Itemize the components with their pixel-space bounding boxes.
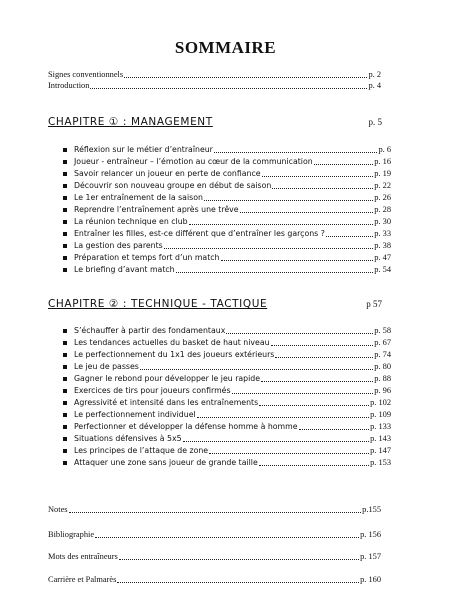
toc-entry-label: Savoir relancer un joueur en perte de confiance xyxy=(74,169,261,178)
toc-entry-page: p. 19 xyxy=(374,169,391,178)
toc-entry-page: p. 133 xyxy=(370,422,391,431)
toc-entry-label: S’échauffer à partir des fondamentaux xyxy=(74,326,226,335)
toc-subentry[interactable] xyxy=(74,181,391,191)
leader-dots xyxy=(95,536,359,538)
toc-entry-page: p. 26 xyxy=(374,193,391,202)
toc-subentry[interactable] xyxy=(74,265,391,275)
leader-dots xyxy=(204,199,373,201)
leader-dots xyxy=(119,558,359,560)
bullet-icon xyxy=(63,232,67,236)
toc-entry-page: p. 47 xyxy=(374,253,391,262)
toc-entry-label: Joueur - entraîneur – l’émotion au cœur de la communication xyxy=(74,157,313,166)
leader-dots xyxy=(221,259,374,261)
toc-subentry[interactable] xyxy=(74,458,391,468)
toc-entry-page: p. 38 xyxy=(374,241,391,250)
leader-dots xyxy=(299,428,370,430)
toc-subentry[interactable] xyxy=(74,217,391,227)
bullet-icon xyxy=(63,365,67,369)
bullet-icon xyxy=(63,401,67,405)
bullet-icon xyxy=(63,160,67,164)
toc-entry-page: p. 96 xyxy=(374,386,391,395)
toc-entry-label: Le perfectionnement individuel xyxy=(74,410,196,419)
leader-dots xyxy=(90,87,367,89)
leader-dots xyxy=(183,440,369,442)
toc-entry-page: p. 143 xyxy=(370,434,391,443)
bullet-icon xyxy=(63,184,67,188)
leader-dots xyxy=(197,416,369,418)
toc-entry-label: Exercices de tirs pour joueurs confirmés xyxy=(74,386,231,395)
leader-dots xyxy=(262,175,374,177)
leader-dots xyxy=(226,332,373,334)
toc-subentry[interactable] xyxy=(74,410,391,420)
leader-dots xyxy=(232,392,374,394)
toc-entry-label: Les principes de l’attaque de zone xyxy=(74,446,209,455)
toc-subentry[interactable] xyxy=(74,229,391,239)
chapter-title: CHAPITRE ② : TECHNIQUE - TACTIQUE xyxy=(48,298,268,310)
leader-dots xyxy=(140,368,373,370)
toc-entry-page: p.155 xyxy=(362,505,381,514)
toc-subentry[interactable] xyxy=(74,193,391,203)
toc-entry-label: Préparation et temps fort d’un match xyxy=(74,253,220,262)
toc-entry-page: p. 30 xyxy=(374,217,391,226)
toc-entry-label: Carrière et Palmarès xyxy=(48,575,117,584)
toc-subentry[interactable] xyxy=(74,145,391,155)
toc-subentry[interactable] xyxy=(74,422,391,432)
toc-subentry[interactable] xyxy=(74,241,391,251)
chapter-page: p 57 xyxy=(366,299,382,309)
toc-entry-label: Mots des entraîneurs xyxy=(48,552,118,561)
leader-dots xyxy=(124,76,367,78)
toc-entry-label: Le 1er entraînement de la saison xyxy=(74,193,203,202)
bullet-icon xyxy=(63,341,67,345)
toc-entry-page: p. 80 xyxy=(374,362,391,371)
toc-entry-page: p. 33 xyxy=(374,229,391,238)
bullet-icon xyxy=(63,425,67,429)
bullet-icon xyxy=(63,148,67,152)
bullet-icon xyxy=(63,449,67,453)
toc-subentry[interactable] xyxy=(74,362,391,372)
chapter-1-heading[interactable] xyxy=(48,116,382,128)
leader-dots xyxy=(189,223,374,225)
toc-subentry[interactable] xyxy=(74,350,391,360)
leader-dots xyxy=(259,404,369,406)
toc-entry-signes[interactable] xyxy=(48,70,381,80)
bullet-icon xyxy=(63,172,67,176)
bullet-icon xyxy=(63,208,67,212)
page-title: SOMMAIRE xyxy=(174,38,277,57)
toc-entry-label: Situations défensives à 5x5 xyxy=(74,434,182,443)
chapter-page: p. 5 xyxy=(368,117,382,127)
toc-entry-page: p. 88 xyxy=(374,374,391,383)
leader-dots xyxy=(272,187,373,189)
toc-entry-page: p. 16 xyxy=(374,157,391,166)
bullet-icon xyxy=(63,461,67,465)
bullet-icon xyxy=(63,329,67,333)
toc-entry-carriere[interactable] xyxy=(48,575,381,585)
toc-entry-label: Les tendances actuelles du basket de haut niveau xyxy=(74,338,270,347)
toc-entry-label: Bibliographie xyxy=(48,530,95,539)
chapter-2-heading[interactable] xyxy=(48,298,382,310)
bullet-icon xyxy=(63,268,67,272)
bullet-icon xyxy=(63,389,67,393)
toc-entry-label: Gagner le rebond pour développer le jeu rapide xyxy=(74,374,261,383)
toc-entry-page: p. 160 xyxy=(360,575,381,584)
bullet-icon xyxy=(63,437,67,441)
toc-subentry[interactable] xyxy=(74,253,391,263)
toc-entry-label: Découvrir son nouveau groupe en début de saison xyxy=(74,181,272,190)
toc-entry-page: p. 147 xyxy=(370,446,391,455)
leader-dots xyxy=(69,511,362,513)
leader-dots xyxy=(271,344,374,346)
toc-subentry[interactable] xyxy=(74,157,391,167)
toc-subentry[interactable] xyxy=(74,398,391,408)
bullet-icon xyxy=(63,413,67,417)
toc-entry-page: p. 2 xyxy=(368,70,381,79)
leader-dots xyxy=(176,271,374,273)
leader-dots xyxy=(214,151,378,153)
toc-entry-page: p. 74 xyxy=(374,350,391,359)
toc-entry-label: Introduction xyxy=(48,81,90,90)
toc-subentry[interactable] xyxy=(74,169,391,179)
toc-entry-page: p. 153 xyxy=(370,458,391,467)
toc-entry-page: p. 58 xyxy=(374,326,391,335)
leader-dots xyxy=(164,247,374,249)
leader-dots xyxy=(240,211,374,213)
toc-subentry[interactable] xyxy=(74,434,391,444)
toc-entry-label: Signes conventionnels xyxy=(48,70,124,79)
toc-entry-label: Le perfectionnement du 1x1 des joueurs extérieurs xyxy=(74,350,275,359)
toc-subentry[interactable] xyxy=(74,326,391,336)
toc-entry-page: p. 102 xyxy=(370,398,391,407)
bullet-icon xyxy=(63,220,67,224)
toc-subentry[interactable] xyxy=(74,338,391,348)
toc-entry-label: Le briefing d’avant match xyxy=(74,265,175,274)
toc-entry-bibliographie[interactable] xyxy=(48,530,381,540)
leader-dots xyxy=(326,235,373,237)
bullet-icon xyxy=(63,256,67,260)
leader-dots xyxy=(261,380,373,382)
toc-entry-label: Le jeu de passes xyxy=(74,362,139,371)
toc-entry-label: Notes xyxy=(48,505,68,514)
leader-dots xyxy=(117,581,359,583)
bullet-icon xyxy=(63,196,67,200)
toc-subentry[interactable] xyxy=(74,374,391,384)
toc-subentry[interactable] xyxy=(74,446,391,456)
toc-entry-page: p. 67 xyxy=(374,338,391,347)
toc-entry-page: p. 22 xyxy=(374,181,391,190)
toc-entry-label: La réunion technique en club xyxy=(74,217,188,226)
toc-entry-page: p. 54 xyxy=(374,265,391,274)
leader-dots xyxy=(259,464,369,466)
toc-entry-label: Perfectionner et développer la défense homme à homme xyxy=(74,422,298,431)
bullet-icon xyxy=(63,377,67,381)
toc-subentry[interactable] xyxy=(74,386,391,396)
toc-entry-label: Entraîner les filles, est-ce différent que d’entraîner les garçons ? xyxy=(74,229,325,238)
toc-entry-label: La gestion des parents xyxy=(74,241,163,250)
bullet-icon xyxy=(63,244,67,248)
toc-entry-label: Attaquer une zone sans joueur de grande taille xyxy=(74,458,258,467)
toc-entry-notes[interactable] xyxy=(48,505,381,515)
leader-dots xyxy=(275,356,373,358)
leader-dots xyxy=(209,452,369,454)
toc-subentry[interactable] xyxy=(74,205,391,215)
toc-entry-label: Reprendre l’entraînement après une trêve xyxy=(74,205,239,214)
toc-entry-page: p. 156 xyxy=(360,530,381,539)
toc-entry-page: p. 6 xyxy=(378,145,391,154)
toc-entry-page: p. 4 xyxy=(368,81,381,90)
toc-entry-mots[interactable] xyxy=(48,552,381,562)
toc-entry-label: Agressivité et intensité dans les entraînements xyxy=(74,398,259,407)
toc-entry-page: p. 109 xyxy=(370,410,391,419)
toc-entry-page: p. 28 xyxy=(374,205,391,214)
chapter-title: CHAPITRE ① : MANAGEMENT xyxy=(48,116,213,128)
toc-entry-page: p. 157 xyxy=(360,552,381,561)
bullet-icon xyxy=(63,353,67,357)
toc-entry-label: Réflexion sur le métier d’entraîneur xyxy=(74,145,213,154)
leader-dots xyxy=(314,163,374,165)
toc-entry-introduction[interactable] xyxy=(48,81,381,91)
